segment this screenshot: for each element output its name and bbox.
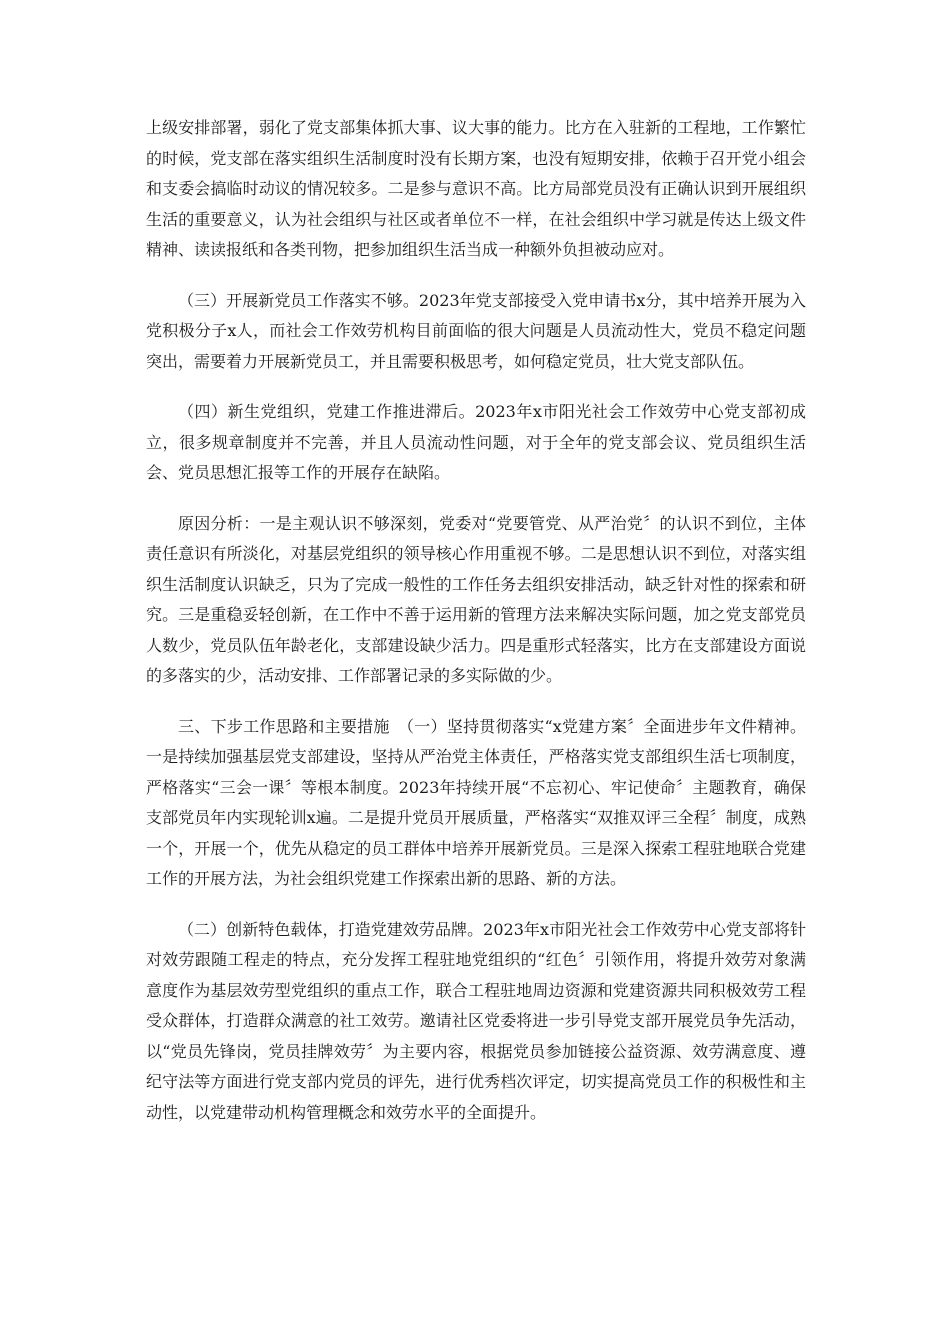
document-body — [146, 113, 806, 1148]
paragraph-service-brand: （二）创新特色载体，打造党建效劳品牌。2023年x市阳光社会工作效劳中心党支部将针对效劳跟随工程走的特点，充分发挥工程驻地党组织的“红色〞引领作用，将提升效劳对象满意度作为基层效劳型党组织的重点工作，联合工程驻地周边资源和党建资源共同积极效劳工程受众群体，打造群众满意的社工效劳。邀请社区党委将进一步引导党支部开展党员争先活动，以“党员先锋岗，党员挂牌效劳〞为主要内容，根据党员参加链接公益资源、效劳满意度、遵纪守法等方面进行党支部内党员的评先，进行优秀档次评定，切实提高党员工作的积极性和主动性，以党建带动机构管理概念和效劳水平的全面提升。 — [146, 919, 806, 1122]
paragraph-cause-analysis: 原因分析：一是主观认识不够深刻，党委对“党要管党、从严治党〞的认识不到位，主体责任意识有所淡化，对基层党组织的领导核心作用重视不够。二是思想认识不到位，对落实组织生活制度认识缺乏，只为了完成一般性的工作任务去组织安排活动，缺乏针对性的探索和研究。三是重稳妥轻创新，在工作中不善于运用新的管理方法来解决实际问题，加之党支部党员人数少，党员队伍年龄老化，支部建设缺少活力。四是重形式轻落实，比方在支部建设方面说的多落实的少，活动安排、工作部署记录的多实际做的少。 — [146, 513, 806, 685]
paragraph-new-member-work: （三）开展新党员工作落实不够。2023年党支部接受入党申请书x分，其中培养开展为入党积极分子x人，而社会工作效劳机构目前面临的很大问题是人员流动性大，党员不稳定问题突出，需要着力开展新党员工，并且需要积极思考，如何稳定党员，壮大党支部队伍。 — [146, 290, 806, 371]
paragraph-next-steps: 三、下步工作思路和主要措施 （一）坚持贯彻落实“x党建方案〞全面进步年文件精神。一是持续加强基层党支部建设，坚持从严治党主体责任，严格落实党支部组织生活七项制度，严格落实“三会一课〞等根本制度。2023年持续开展“不忘初心、牢记使命〞主题教育，确保支部党员年内实现轮训x遍。二是提升党员开展质量，严格落实“双推双评三全程〞制度，成熟一个，开展一个，优先从稳定的员工群体中培养开展新党员。三是深入探索工程驻地联合党建工作的开展方法，为社会组织党建工作探索出新的思路、新的方法。 — [146, 716, 806, 888]
paragraph-continuation: 上级安排部署，弱化了党支部集体抓大事、议大事的能力。比方在入驻新的工程地，工作繁忙的时候，党支部在落实组织生活制度时没有长期方案，也没有短期安排，依赖于召开党小组会和支委会搞临时动议的情况较多。二是参与意识不高。比方局部党员没有正确认识到开展组织生活的重要意义，认为社会组织与社区或者单位不一样，在社会组织中学习就是传达上级文件精神、读读报纸和各类刊物，把参加组织生活当成一种额外负担被动应对。 — [146, 118, 806, 259]
paragraph-new-party-organization: （四）新生党组织，党建工作推进滞后。2023年x市阳光社会工作效劳中心党支部初成立，很多规章制度并不完善，并且人员流动性问题，对于全年的党支部会议、党员组织生活会、党员思想汇报等工作的开展存在缺陷。 — [146, 402, 806, 482]
